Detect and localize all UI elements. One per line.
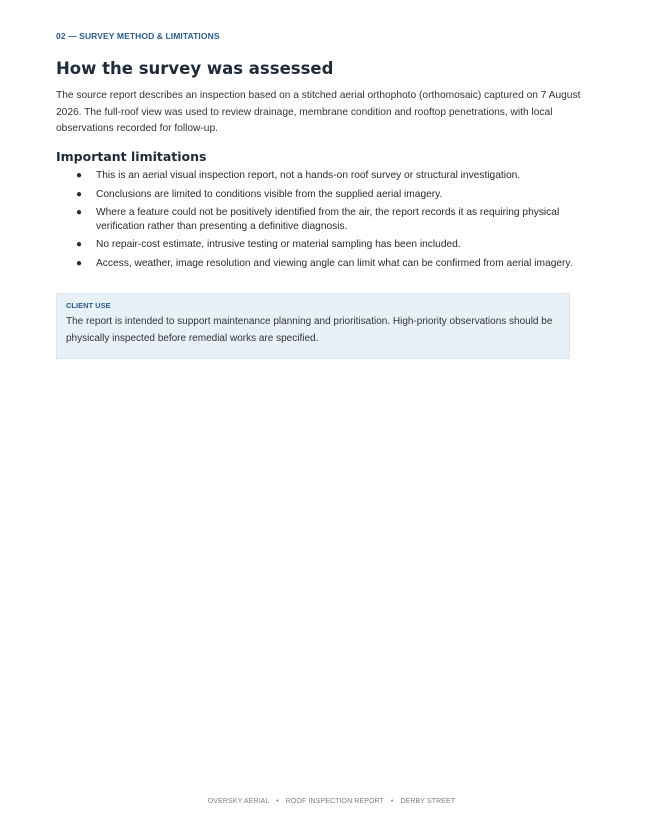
bullet-icon: ● [76,170,83,181]
footer-site: DERBY STREET [400,798,456,805]
list-item [56,238,608,252]
bullet-icon: ● [76,207,83,218]
list-item [56,169,608,183]
callout-text: The report is intended to support maintenance planning and prioritisation. High-priority observations should be physically inspected before remedial works are specified. [66,316,553,344]
list-item-text: Where a feature could not be positively identified from the air, the report records it as requiring physical verification rather than presenting a definitive diagnosis. [96,207,560,232]
limitations-title: Important limitations [56,149,207,164]
section-title: How the survey was assessed [56,59,334,78]
list-item-text: No repair-cost estimate, intrusive testing or material sampling has been included. [96,239,461,250]
client-use-callout [56,293,570,359]
footer-document: ROOF INSPECTION REPORT [285,798,384,805]
bullet-icon: ● [76,239,83,250]
bullet-icon: ● [76,257,83,269]
intro-paragraph: The source report describes an inspection based on a stitched aerial orthophoto (orthomosaic) captured on 7 August 2026. The full-roof view was used to review drainage, membrane condition and rooftop penetrations, with local observations recorded for follow-up. [56,90,581,134]
list-item [56,206,608,233]
footer-company: OVERSKY AERIAL [207,798,270,805]
bullet-icon: ● [76,188,83,200]
footer-separator: • [276,798,279,805]
footer-separator: • [390,798,394,805]
list-item-text: This is an aerial visual inspection report, not a hands-on roof survey or structural investigation. [96,170,521,181]
list-item [56,188,608,202]
callout-label: CLIENT USE [66,301,111,310]
list-item-text: Access, weather, image resolution and viewing angle can limit what can be confirmed from aerial imagery. [96,257,573,269]
list-item-text: Conclusions are limited to conditions visible from the supplied aerial imagery. [96,188,443,200]
list-item [56,257,608,271]
section-kicker: 02 — SURVEY METHOD & LIMITATIONS [56,31,220,41]
page-footer [0,798,663,805]
limitations-list [56,169,608,275]
